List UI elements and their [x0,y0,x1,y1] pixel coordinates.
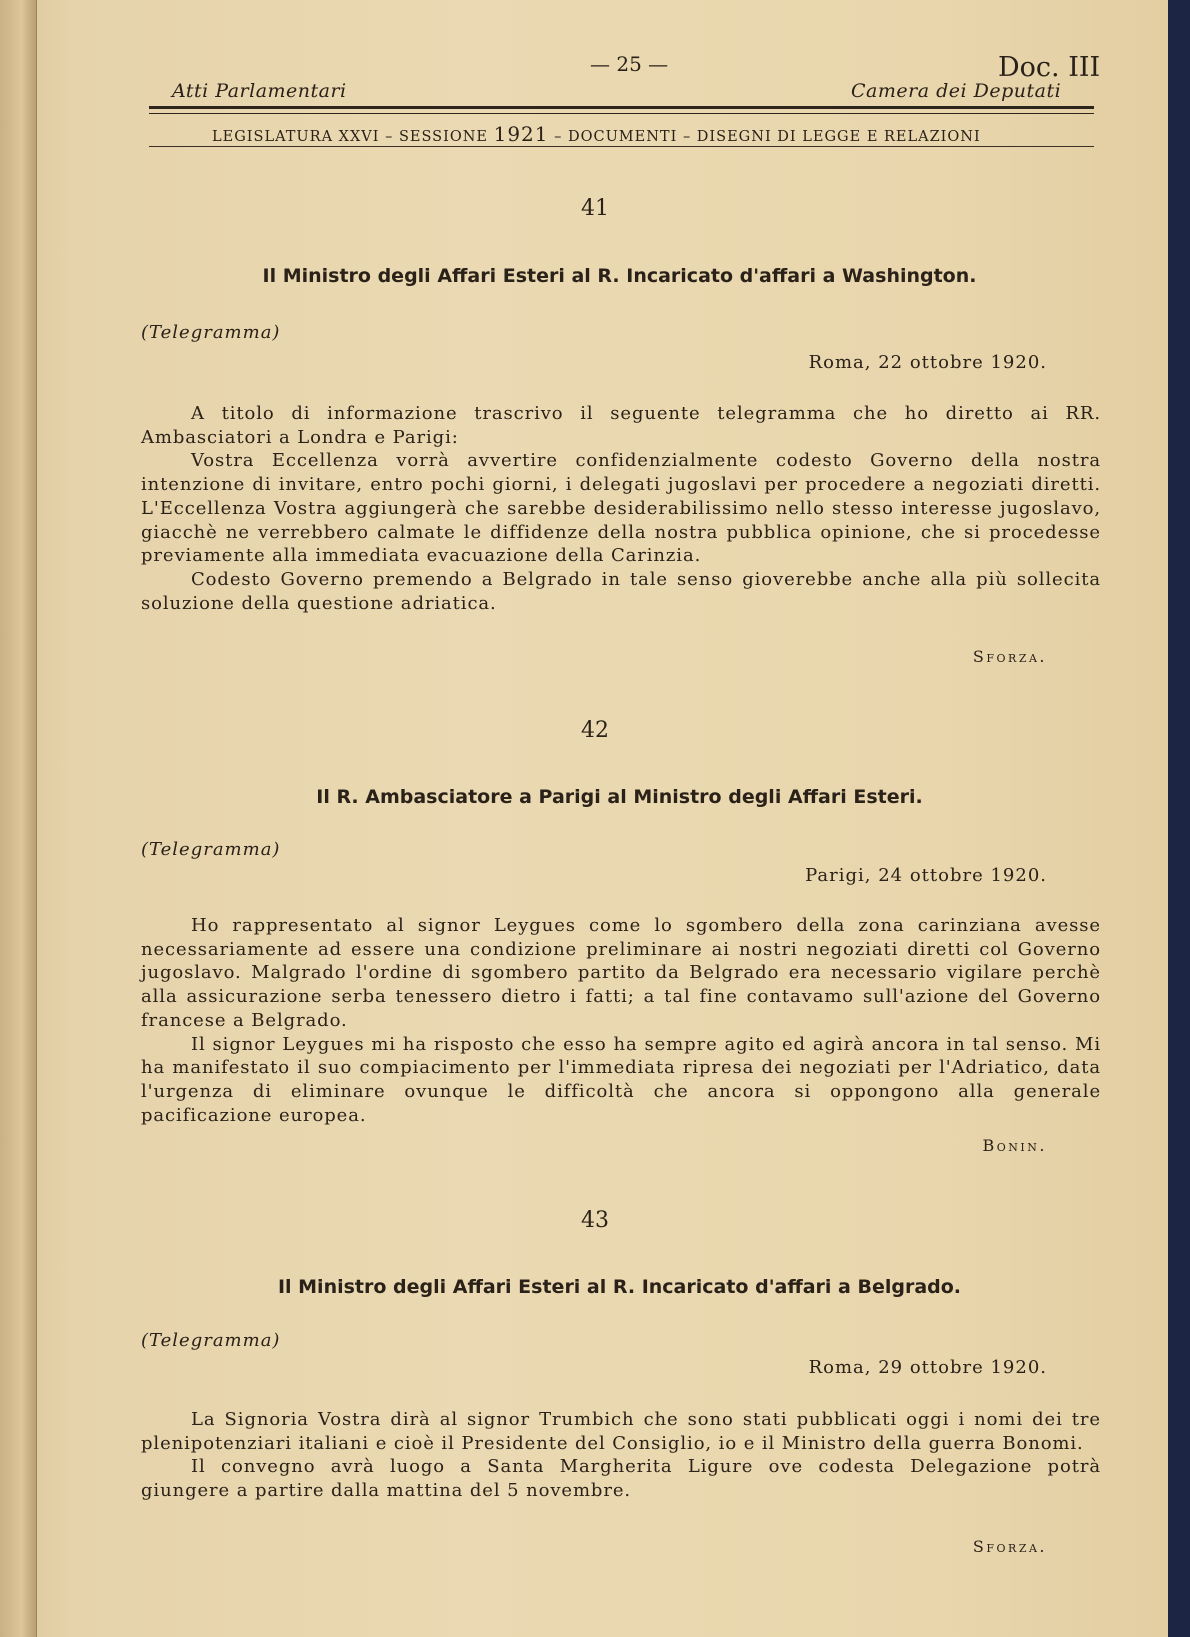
header-rule-thin [149,113,1094,114]
subtitle-part-b: – DOCUMENTI – DISEGNI DI LEGGE E RELAZIONI [548,129,981,145]
doc-type: (Telegramma) [141,322,281,343]
header-rule [149,106,1094,109]
subtitle-rule [149,146,1094,147]
paragraph: A titolo di informazione trascrivo il seguente telegramma che ho diretto ai RR. Ambasciatori a Londra e Parigi: [141,403,1101,448]
paragraph: Il signor Leygues mi ha risposto che esso ha sempre agito ed agirà ancora in tal senso. Mi ha manifestato il suo compiacimento per l'immediata ripresa dei negoziati per l'Adriatico, data l'urgenza di eliminare ovunque le difficoltà che ancora si oppongono alla generale pacificazione europea. [141,1033,1101,1126]
doc-heading: Il R. Ambasciatore a Parigi al Ministro degli Affari Esteri. [316,786,923,808]
doc-date: Parigi, 24 ottobre 1920. [805,865,1047,886]
doc-body [141,1408,1101,1503]
doc-type: (Telegramma) [141,839,281,860]
subtitle-year: 1921 [493,122,549,146]
doc-number: 43 [581,1208,609,1233]
doc-signature: Sforza. [972,647,1047,666]
paragraph: Codesto Governo premendo a Belgrado in tale senso gioverebbe anche alla più sollecita soluzione della questione adriatica. [141,568,1101,614]
paragraph: La Signoria Vostra dirà al signor Trumbich che sono stati pubblicati oggi i nomi dei tre plenipotenziari italiani e cioè il Presidente del Consiglio, io e il Ministro della guerra Bonomi. [141,1409,1101,1454]
doc-label: Doc. III [998,52,1101,83]
doc-number: 42 [581,718,609,743]
binding-spine [0,0,37,1637]
doc-heading: Il Ministro degli Affari Esteri al R. Incaricato d'affari a Washington. [262,265,977,287]
header-left: Atti Parlamentari [172,80,347,102]
doc-signature: Sforza. [972,1537,1047,1556]
paragraph: Il convegno avrà luogo a Santa Margherita Ligure ove codesta Delegazione potrà giungere a partire dalla mattina del 5 novembre. [141,1456,1101,1502]
header-right: Camera dei Deputati [851,80,1062,102]
doc-body [141,914,1101,1127]
doc-date: Roma, 22 ottobre 1920. [808,352,1047,373]
paragraph: Vostra Eccellenza vorrà avvertire confidenzialmente codesto Governo della nostra intenzione di invitare, entro pochi giorni, i delegati jugoslavi per procedere a negoziati diretti. L'Eccellenza Vostra aggiungerà che sarebbe desiderabilissimo nello stesso interesse jugoslavo, giacchè ne verrebbero calmate le diffidenze della nostra pubblica opinione, che si procedesse previamente alla immediata evacuazione della Carinzia. [141,450,1101,567]
paragraph: Ho rappresentato al signor Leygues come lo sgombero della zona carinziana avesse necessariamente ad essere una condizione preliminare ai nostri negoziati diretti col Governo jugoslavo. Malgrado l'ordine di sgombero partito da Belgrado era necessario vigilare perchè alla assicurazione serba tenessero dietro i fatti; a tal fine contavamo sull'azione del Governo francese a Belgrado. [141,915,1101,1031]
doc-body [141,402,1101,615]
doc-number: 41 [581,196,609,221]
page-number: — 25 — [590,52,669,76]
doc-date: Roma, 29 ottobre 1920. [808,1357,1047,1378]
subtitle-part-a: LEGISLATURA XXVI – SESSIONE [212,129,494,145]
header-subtitle [212,122,981,146]
doc-heading: Il Ministro degli Affari Esteri al R. Incaricato d'affari a Belgrado. [277,1276,962,1298]
doc-type: (Telegramma) [141,1330,281,1351]
doc-signature: Bonin. [982,1136,1047,1155]
